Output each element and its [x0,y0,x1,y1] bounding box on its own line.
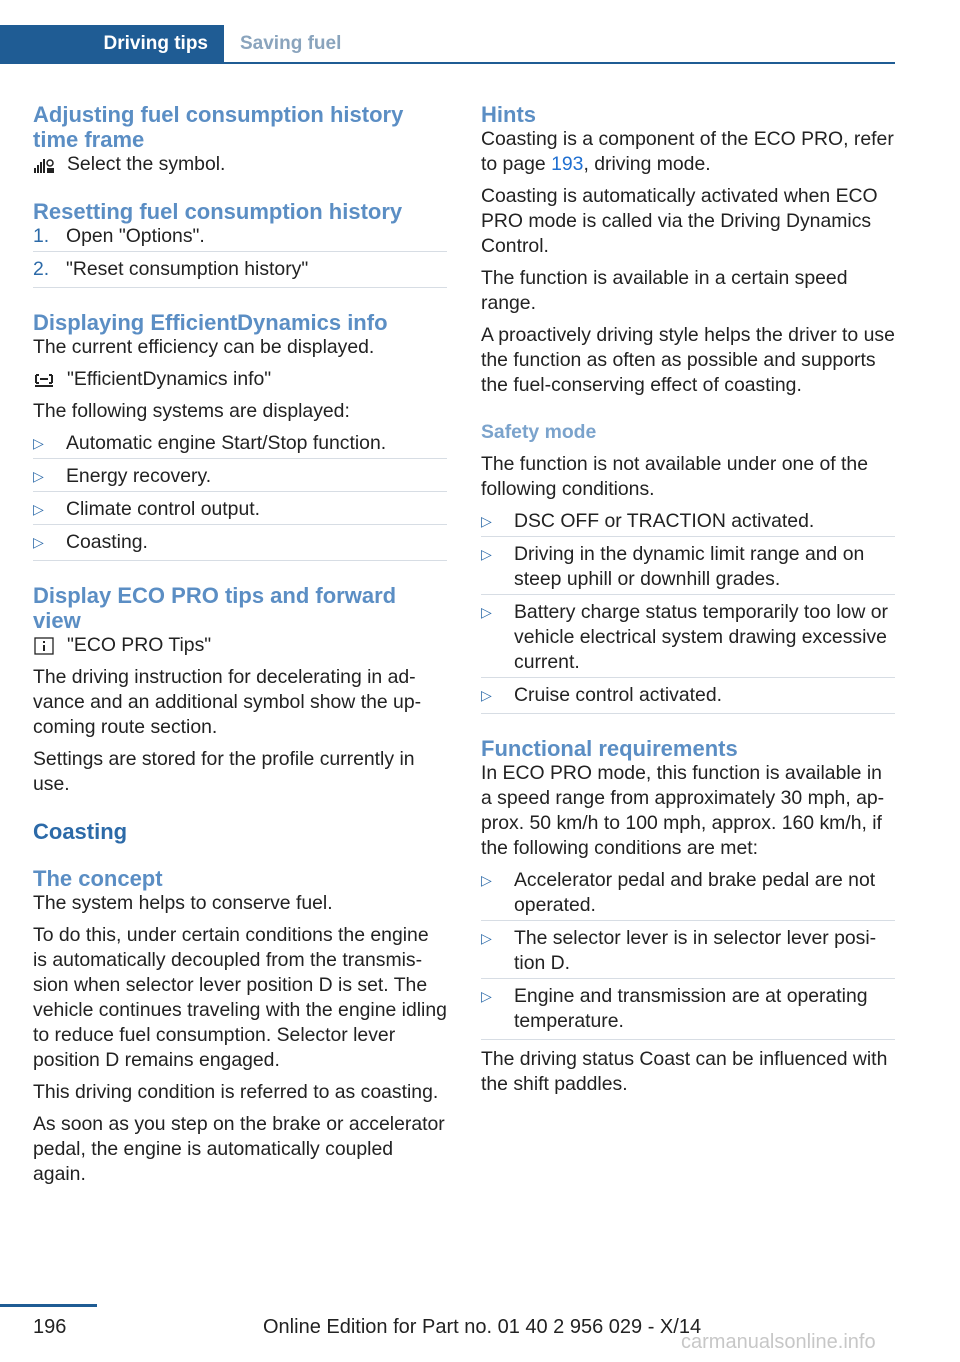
list-item: ▷ DSC OFF or TRACTION activated. [481,510,815,532]
triangle-bullet-icon: ▷ [481,988,492,1004]
heading-eco-pro-tips: Display ECO PRO tips and forward view [33,583,397,633]
heading-hints: Hints [481,102,536,127]
paragraph: Settings are stored for the profile currently in use. [33,748,415,795]
left-column [33,102,447,1194]
page-link-193[interactable]: 193 [551,153,584,175]
symbol-text: "EfficientDynamics info" [67,368,272,390]
tab-driving-tips[interactable]: Driving tips [0,25,224,62]
list-item: ▷ Coasting. [33,524,447,561]
paragraph: Coasting is automatically activated when ECO PRO mode is called via the Driving Dynamics Control. [481,185,878,257]
triangle-bullet-icon: ▷ [481,930,492,946]
list-item: ▷ Automatic engine Start/Stop function. [33,432,387,454]
triangle-bullet-icon: ▷ [33,435,44,451]
heading-efficientdynamics: Displaying EfficientDynamics info [33,310,388,335]
triangle-bullet-icon: ▷ [33,501,44,517]
symbol-line-eco-pro-tips [33,633,447,658]
paragraph: Coasting is a component of the ECO PRO, refer to page 193, driving mode. [481,128,894,175]
triangle-bullet-icon: ▷ [481,546,492,562]
paragraph: This driving condition is referred to as coasting. [33,1081,439,1103]
list-item: 1. Open "Options". [33,225,205,247]
paragraph: The function is available in a certain speed range. [481,267,848,314]
page-number: 196 [33,1316,67,1338]
right-column [481,102,895,1104]
paragraph: A proactively driving style helps the driver to use the function as often as possible and supports the fuel-conserving effect of coasting. [481,324,895,396]
paragraph: In ECO PRO mode, this function is available in a speed range from approximately 30 mph, approx. 50 km/h to 100 mph, approx. 160 km/h, if the following conditions are met: [481,762,885,859]
symbol-text: Select the symbol. [67,153,226,175]
paragraph: As soon as you step on the brake or accelerator pedal, the engine is automatically coupled again. [33,1113,445,1185]
edition-text: Online Edition for Part no. 01 40 2 956 029 - X/14 [263,1316,702,1338]
heading-functional-requirements: Functional requirements [481,736,738,761]
triangle-bullet-icon: ▷ [481,513,492,529]
heading-safety-mode: Safety mode [481,421,597,443]
info-icon [33,637,55,655]
triangle-bullet-icon: ▷ [481,687,492,703]
efficientdynamics-icon [33,371,55,389]
list-item: ▷ Engine and transmission are at operating temperature. [481,978,895,1040]
paragraph: The following systems are displayed: [33,400,350,422]
heading-reset-history: Resetting fuel consumption history [33,199,403,224]
paragraph: The system helps to conserve fuel. [33,892,333,914]
list-item: ▷ Cruise control activated. [481,677,895,714]
watermark: carmanualsonline.info [681,1331,876,1353]
symbol-line-efficientdynamics [33,367,447,392]
symbol-line-history [33,152,447,177]
list-item: ▷ The selector lever is in selector lever position D. [481,920,895,976]
triangle-bullet-icon: ▷ [33,534,44,550]
list-item: ▷ Energy recovery. [33,458,447,489]
footer-rule [0,1304,97,1307]
tab-saving-fuel[interactable]: Saving fuel [240,32,342,54]
functional-conditions-list [481,868,895,1040]
triangle-bullet-icon: ▷ [33,468,44,484]
safety-conditions-list [481,509,895,714]
symbol-text: "ECO PRO Tips" [67,634,212,656]
heading-the-concept: The concept [33,866,163,891]
heading-coasting: Coasting [33,819,128,844]
paragraph: The driving instruction for decelerating in advance and an additional symbol show the upcoming route section. [33,666,422,738]
list-item: ▷ Climate control output. [33,491,447,522]
reset-steps [33,224,447,288]
paragraph: The driving status Coast can be influenced with the shift paddles. [481,1048,888,1095]
heading-history-time-frame: Adjusting fuel consumption history time frame [33,102,404,152]
history-bars-icon [33,156,55,174]
list-item: ▷ Driving in the dynamic limit range and on steep uphill or downhill grades. [481,536,895,592]
paragraph: The current efficiency can be displayed. [33,336,375,358]
list-item: ▷ Battery charge status temporarily too low or vehicle electrical system drawing excessive current. [481,594,895,675]
triangle-bullet-icon: ▷ [481,872,492,888]
list-item: 2. "Reset consumption history" [33,251,447,288]
triangle-bullet-icon: ▷ [481,604,492,620]
paragraph: The function is not available under one of the following conditions. [481,453,868,500]
list-item: ▷ Accelerator pedal and brake pedal are not operated. [481,869,876,916]
paragraph: To do this, under certain conditions the engine is automatically decoupled from the transmission when selector lever position D is set. The vehicle continues traveling with the engine idling to reduce fuel consumption. Selector lever position D remains engaged. [33,924,447,1071]
systems-list [33,431,447,561]
